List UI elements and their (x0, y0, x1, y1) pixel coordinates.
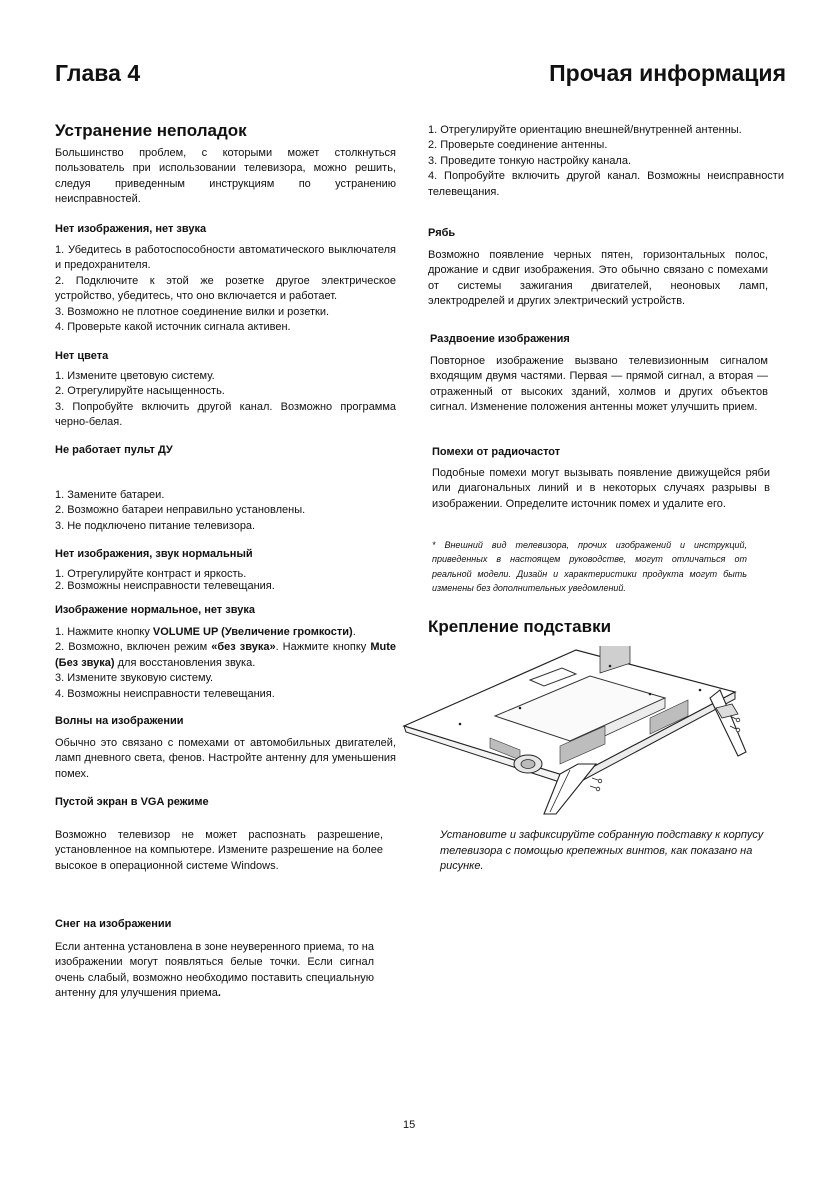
section-heading-no-color: Нет цвета (55, 350, 109, 362)
section-vga-text: Возможно телевизор не может распознать разрешение, установленное на компьютере. Измените разрешение на более высокое в операционной системе Windows. (55, 829, 383, 872)
section-heading-snow: Снег на изображении (55, 918, 172, 930)
list-item: 1. Замените батареи. (55, 489, 165, 501)
stand-mounting-title: Крепление подставки (428, 617, 612, 636)
section-ghosting-text: Повторное изображение вызвано телевизионным сигналом входящим двумя частями. Первая — прямой сигнал, а вторая — отраженный от высоких зданий, холмов и других объектов сигнал. Изменение положения антенны может улучшить прием. (430, 355, 768, 414)
section-heading-remote: Не работает пульт ДУ (55, 444, 173, 456)
intro-paragraph: Большинство проблем, с которыми может столкнуться пользователь при использовании телевизора, можно решить, следуя приведенным инструкциям по устранению неисправностей. (55, 147, 396, 206)
section-remote (55, 488, 396, 534)
section-rf-interference-text: Подобные помехи могут вызывать появление движущейся ряби или диагональных линий и в некоторых случаях разрывы в изображении. Определите источник помех и удалите его. (432, 467, 770, 510)
section-ripple-text: Возможно появление черных пятен, горизонтальных полос, дрожание и сдвиг изображения. Это обычно связано с помехами от системы зажигания двигателей, неоновых ламп, электродрелей и других электрический устройств. (428, 249, 768, 308)
troubleshooting-title: Устранение неполадок (55, 121, 247, 140)
list-item: 2. Отрегулируйте насыщенность. (55, 385, 225, 398)
stand-caption: Установите и зафиксируйте собранную подставку к корпусу телевизора с помощью крепежных винтов, как показано на рисунке. (440, 829, 764, 873)
list-item: 4. Проверьте какой источник сигнала активен. (55, 321, 291, 334)
section-snow-text: Если антенна установлена в зоне неуверенного приема, то на изображении могут появляться белые точки. Если сигнал очень слабый, возможно необходимо поставить специальную антенну для улучшения приема. (55, 941, 374, 1000)
section-no-picture-no-sound (55, 243, 396, 335)
list-item: 3. Возможно не плотное соединение вилки и розетки. (55, 305, 330, 318)
section-picture-ok-no-sound (55, 625, 396, 702)
chapter-title: Прочая информация (549, 60, 786, 86)
section-heading-no-picture-no-sound: Нет изображения, нет звука (55, 223, 207, 235)
list-item: 2. Подключите к этой же розетке другое электрическое устройство, убедитесь, что оно включается и работает. (55, 274, 396, 303)
disclaimer-note: * Внешний вид телевизора, прочих изображений и инструкций, приведенных в настоящем руководстве, могут отличаться от реальной модели. Дизайн и характеристики продукта могут быть изменены без дополнительных уведомлений. (432, 540, 747, 594)
list-item: 4. Возможны неисправности телевещания. (55, 687, 275, 700)
list-item: 1. Отрегулируйте контраст и яркость. (55, 568, 247, 580)
list-item: 3. Проведите тонкую настройку канала. (428, 154, 632, 167)
list-item: 3. Не подключено питание телевизора. (55, 519, 256, 532)
section-heading-no-picture-sound-ok: Нет изображения, звук нормальный (55, 548, 253, 560)
section-waves-text: Обычно это связано с помехами от автомобильных двигателей, ламп дневного света, фенов. Настройте антенну для уменьшения помех. (55, 737, 396, 780)
list-item: 3. Попробуйте включить другой канал. Возможно программа черно-белая. (55, 400, 396, 429)
list-item: 3. Измените звуковую систему. (55, 672, 214, 685)
section-heading-ghosting: Раздвоение изображения (430, 333, 570, 345)
list-item: 2. Проверьте соединение антенны. (428, 139, 608, 152)
list-item: 4. Попробуйте включить другой канал. Возможны неисправности телевещания. (428, 170, 784, 198)
list-item: 2. Возможны неисправности телевещания. (55, 580, 275, 592)
section-heading-rf-interference: Помехи от радиочастот (432, 446, 561, 458)
tv-stand-illustration (400, 646, 750, 816)
section-no-color (55, 369, 396, 431)
list-item: 1. Нажмите кнопку VOLUME UP (Увеличение громкости). (55, 626, 356, 638)
list-item: 2. Возможно, включен режим «без звука». Нажмите кнопку Mute (Без звука) для восстановления звука. (55, 641, 397, 669)
section-heading-vga: Пустой экран в VGA режиме (55, 796, 209, 808)
list-item: 1. Измените цветовую систему. (55, 370, 215, 382)
section-heading-ripple: Рябь (428, 227, 456, 239)
chapter-label: Глава 4 (55, 60, 141, 86)
page-number: 15 (403, 1119, 416, 1131)
list-item: 1. Отрегулируйте ориентацию внешней/внутренней антенны. (428, 124, 742, 136)
antenna-list (428, 123, 784, 200)
section-no-picture-sound-ok (55, 568, 396, 592)
list-item: 2. Возможно батареи неправильно установлены. (55, 504, 306, 517)
section-heading-waves: Волны на изображении (55, 715, 184, 727)
list-item: 1. Убедитесь в работоспособности автоматического выключателя и предохранителя. (55, 244, 396, 272)
section-heading-picture-ok-no-sound: Изображение нормальное, нет звука (55, 604, 255, 616)
